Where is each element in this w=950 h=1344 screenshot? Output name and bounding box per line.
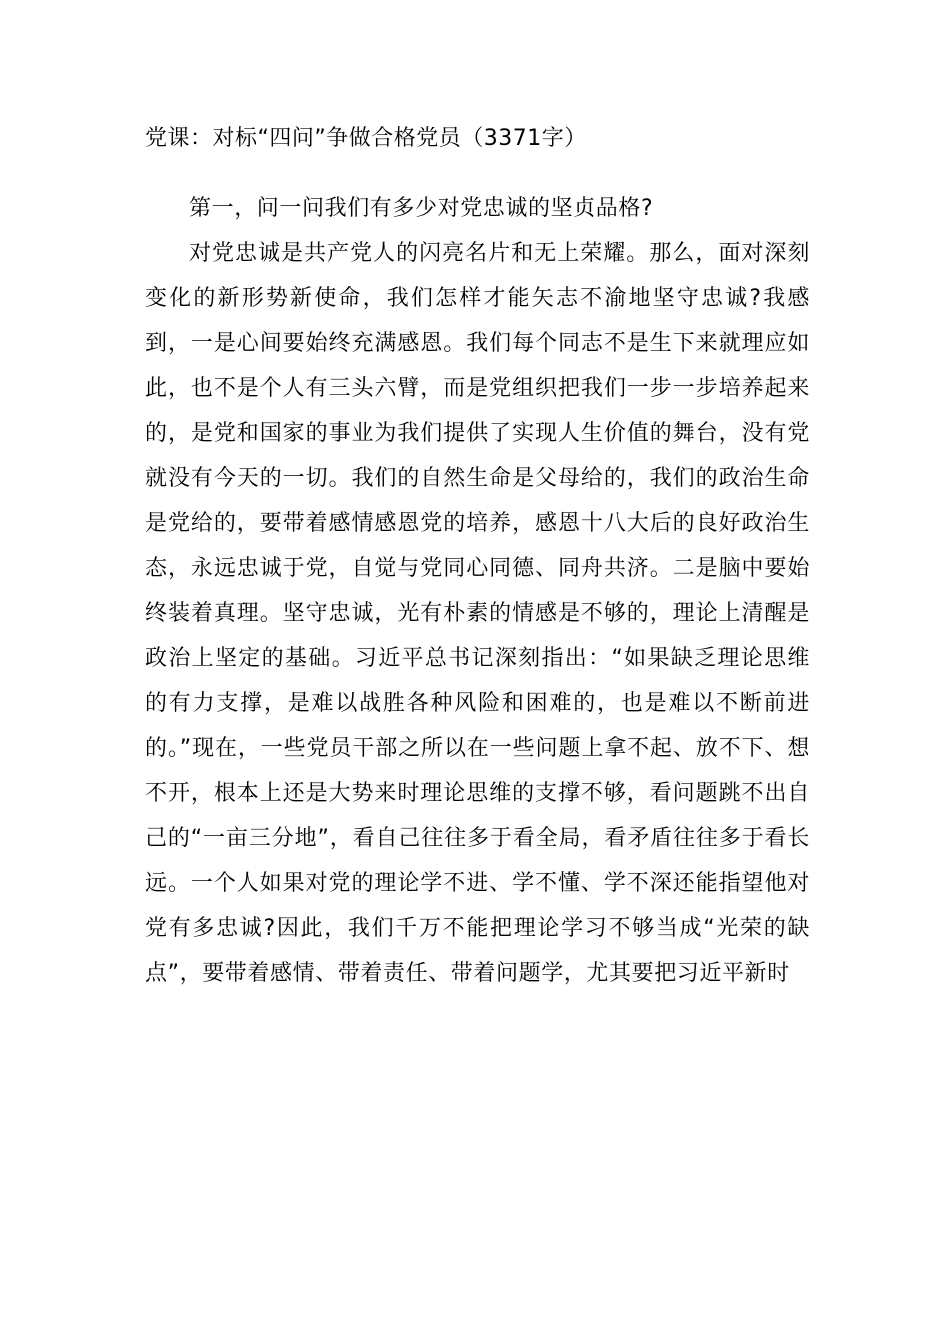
- body-paragraph: 对党忠诚是共产党人的闪亮名片和无上荣耀。那么，面对深刻变化的新形势新使命，我们怎样才能矢志不渝地坚守忠诚?我感到，一是心间要始终充满感恩。我们每个同志不是生下来就理应如此，也不是个人有三头六臂，而是党组织把我们一步一步培养起来的，是党和国家的事业为我们提供了实现人生价值的舞台，没有党就没有今天的一切。我们的自然生命是父母给的，我们的政治生命是党给的，要带着感情感恩党的培养，感恩十八大后的良好政治生态，永远忠诚于党，自觉与党同心同德、同舟共济。二是脑中要始终装着真理。坚守忠诚，光有朴素的情感是不够的，理论上清醒是政治上坚定的基础。习近平总书记深刻指出：“如果缺乏理论思维的有力支撑，是难以战胜各种风险和困难的，也是难以不断前进的。”现在，一些党员干部之所以在一些问题上拿不起、放不下、想不开，根本上还是大势来时理论思维的支撑不够，看问题跳不出自己的“一亩三分地”，看自己往往多于看全局，看矛盾往往多于看长远。一个人如果对党的理论学不进、学不懂、学不深还能指望他对党有多忠诚?因此，我们千万不能把理论学习不够当成“光荣的缺点”，要带着感情、带着责任、带着问题学，尤其要把习近平新时: [145, 241, 810, 986]
- document-body: [145, 186, 810, 996]
- section-heading: 第一，问一问我们有多少对党忠诚的坚贞品格?: [189, 196, 654, 221]
- document-title: 党课：对标“四问”争做合格党员（3371字）: [145, 126, 587, 151]
